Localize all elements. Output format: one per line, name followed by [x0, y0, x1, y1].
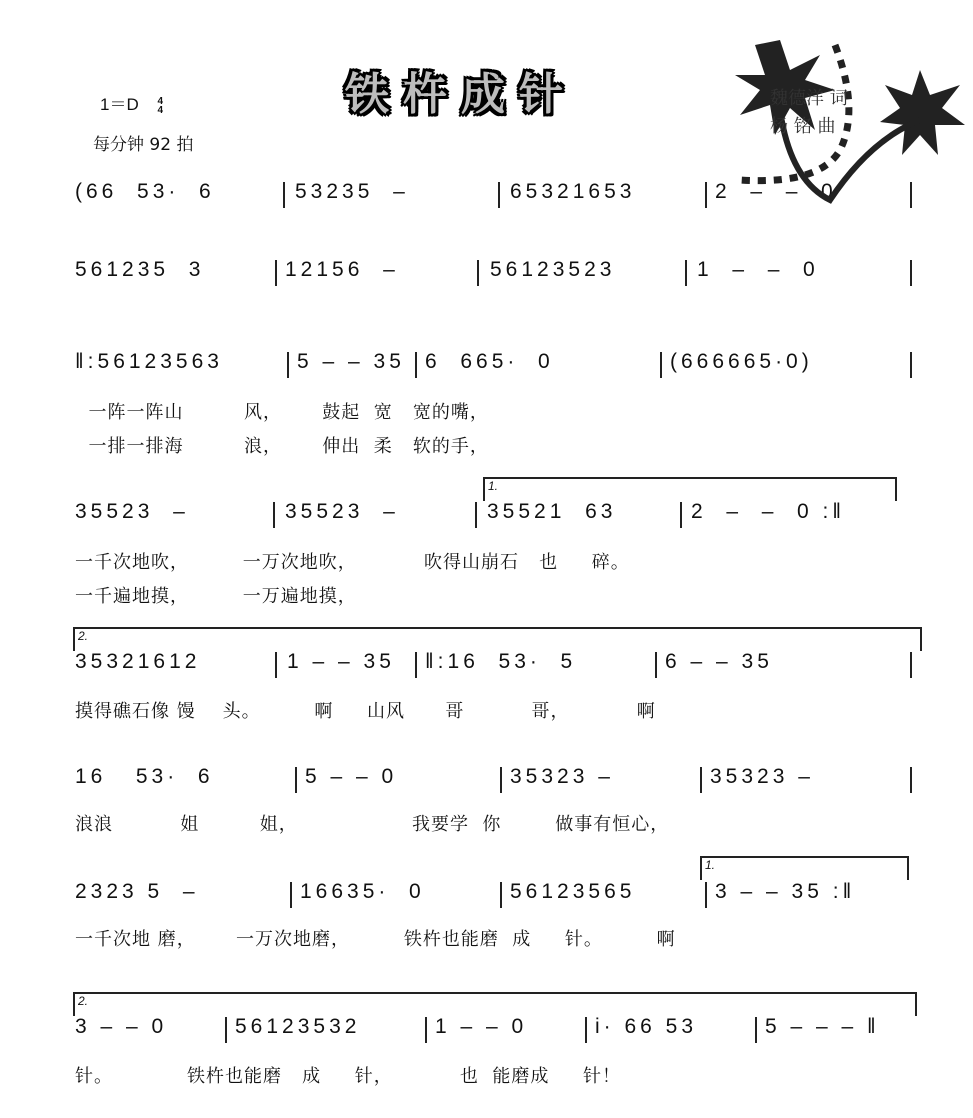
measure: 16 53· 6	[75, 765, 214, 788]
key-label: 1＝D	[100, 95, 139, 114]
measure: 2323 5 –	[75, 880, 199, 903]
bar-line	[225, 1017, 227, 1043]
measure: 6 – – 35	[665, 650, 773, 673]
measure: 65321653	[510, 180, 636, 203]
measure: 6 665· 0	[425, 350, 554, 373]
measure: ‖:16 53· 5	[425, 650, 577, 673]
bar-line	[660, 352, 662, 378]
bar-line	[295, 767, 297, 793]
lyric-line: 一排一排海 浪， 伸出 柔 软的手，	[75, 436, 489, 457]
bar-line	[415, 352, 417, 378]
bar-line	[685, 260, 687, 286]
volta-label: 1.	[488, 479, 499, 493]
bar-line	[425, 1017, 427, 1043]
notation-line	[75, 350, 915, 390]
measure: 53235 –	[295, 180, 409, 203]
volta-label: 2.	[78, 629, 89, 643]
bar-line	[415, 652, 417, 678]
measure: 56123565	[510, 880, 636, 903]
key-signature	[100, 90, 163, 115]
time-sig-top: 4	[157, 95, 164, 107]
measure: 35321612	[75, 650, 201, 673]
measure: 561235 3	[75, 258, 205, 281]
measure: 1 – – 35	[287, 650, 395, 673]
bar-line	[273, 502, 275, 528]
measure: 2 – – 0 :‖	[691, 500, 846, 523]
notation-line	[75, 258, 915, 298]
measure: 35323 –	[510, 765, 614, 788]
volta-label: 1.	[705, 858, 716, 872]
bar-line	[498, 182, 500, 208]
lyric-line: 摸得礁石像 馒 头。 啊 山风 哥 哥， 啊	[75, 701, 656, 722]
time-sig-bottom: 4	[157, 104, 164, 116]
lyric-line: 一千遍地摸， 一万遍地摸，	[75, 586, 357, 607]
measure: 3 – – 35 :‖	[715, 880, 856, 903]
bar-line	[287, 352, 289, 378]
notation-line	[75, 765, 915, 805]
notation-line	[75, 880, 915, 920]
bar-line	[275, 260, 277, 286]
composer-credit: 杨 铭 曲	[770, 116, 836, 137]
measure: (66 53· 6	[75, 180, 215, 203]
lyric-line: 针。 铁杵也能磨 成 针， 也 能磨成 针！	[75, 1066, 621, 1087]
bar-line	[910, 652, 912, 678]
measure: 5 – – – ‖	[765, 1015, 880, 1038]
measure: 1 – – 0	[435, 1015, 528, 1038]
song-title: 铁杵成针	[345, 69, 577, 120]
measure: ‖:56123563	[75, 350, 223, 373]
measure: 1 – – 0	[697, 258, 819, 281]
lyric-line: 浪浪 姐 姐， 我要学 你 做事有恒心，	[75, 814, 670, 835]
bar-line	[655, 652, 657, 678]
lyric-line: 一千次地吹， 一万次地吹， 吹得山崩石 也 碎。	[75, 552, 630, 573]
measure: 35521 63	[487, 500, 617, 523]
bar-line	[680, 502, 682, 528]
measure: 16635· 0	[300, 880, 425, 903]
measure: i· 66 53	[595, 1015, 698, 1038]
measure: 56123523	[490, 258, 616, 281]
volta-bracket	[483, 477, 897, 501]
lyric-line: 一阵一阵山 风， 鼓起 宽 宽的嘴，	[75, 402, 489, 423]
measure: 12156 –	[285, 258, 399, 281]
measure: 35323 –	[710, 765, 814, 788]
measure: 5 – – 35	[297, 350, 405, 373]
bar-line	[475, 502, 477, 528]
notation-line	[75, 650, 915, 690]
bar-line	[910, 352, 912, 378]
time-signature	[157, 97, 163, 115]
measure: 56123532	[235, 1015, 361, 1038]
bar-line	[275, 652, 277, 678]
bar-line	[700, 767, 702, 793]
bar-line	[705, 882, 707, 908]
bar-line	[705, 182, 707, 208]
bar-line	[585, 1017, 587, 1043]
bar-line	[755, 1017, 757, 1043]
lyric-line: 一千次地 磨， 一万次地磨， 铁杵也能磨 成 针。 啊	[75, 929, 676, 950]
bar-line	[290, 882, 292, 908]
volta-label: 2.	[78, 994, 89, 1008]
notation-line	[75, 1015, 915, 1055]
volta-bracket	[700, 856, 909, 880]
measure: 5 – – 0	[305, 765, 398, 788]
measure: 3 – – 0	[75, 1015, 168, 1038]
lyricist-credit: 魏德洋 词	[770, 88, 848, 109]
volta-bracket	[73, 992, 917, 1016]
notation-line	[75, 500, 915, 540]
tempo-marking: 每分钟 92 拍	[93, 135, 194, 155]
measure: 35523 –	[285, 500, 399, 523]
volta-bracket	[73, 627, 922, 651]
bar-line	[910, 260, 912, 286]
bar-line	[910, 767, 912, 793]
measure: 35523 –	[75, 500, 189, 523]
bar-line	[500, 882, 502, 908]
credits	[770, 85, 848, 141]
measure: 2 – – 0	[715, 180, 837, 203]
measure: (666665·0)	[670, 350, 813, 373]
bar-line	[283, 182, 285, 208]
bar-line	[500, 767, 502, 793]
bar-line	[477, 260, 479, 286]
